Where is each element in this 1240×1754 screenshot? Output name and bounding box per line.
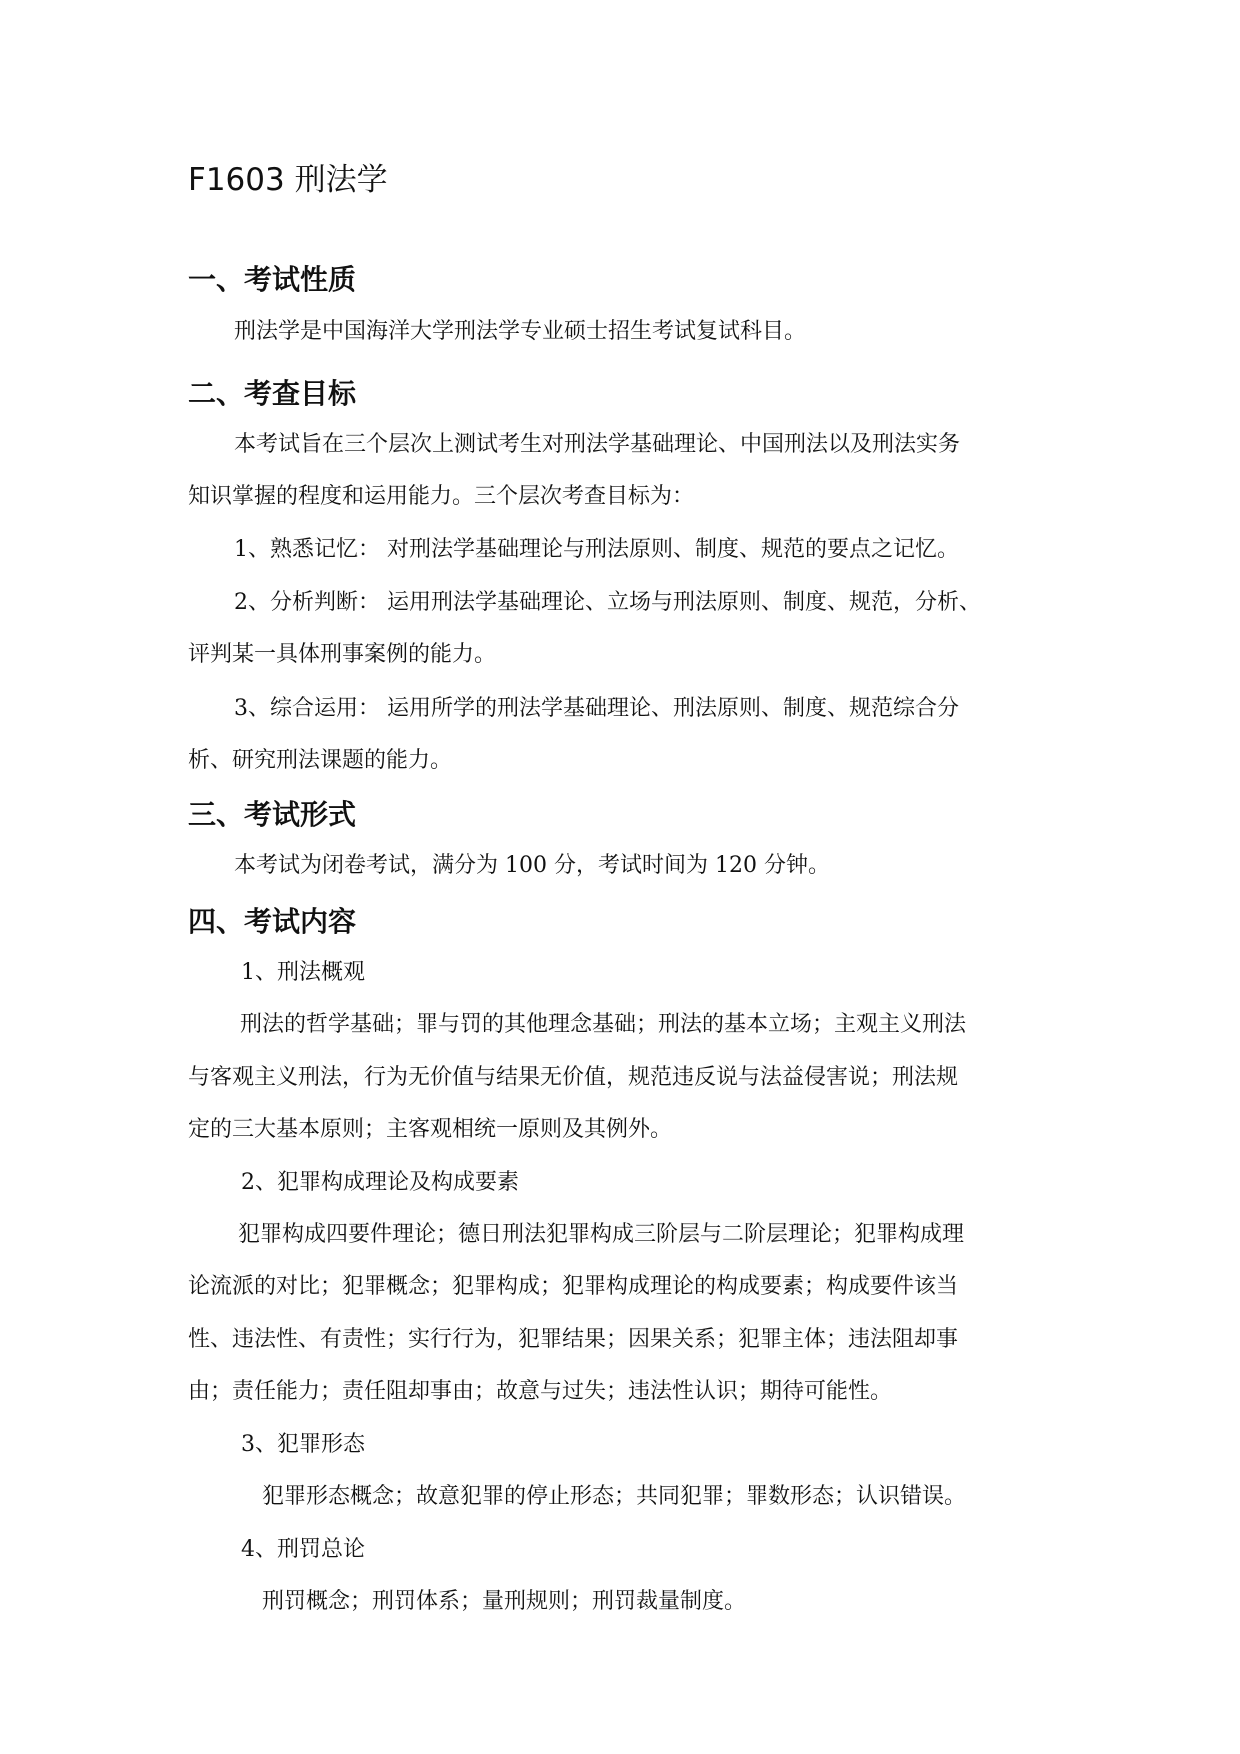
- objective-item-1: 1、熟悉记忆： 对刑法学基础理论与刑法原则、制度、规范的要点之记忆。: [234, 537, 959, 562]
- document-title: F1603 刑法学: [188, 162, 388, 198]
- content-4-line1: 刑罚概念；刑罚体系；量刑规则；刑罚裁量制度。: [262, 1589, 747, 1614]
- content-1-line1: 刑法的哲学基础；罪与罚的其他理念基础；刑法的基本立场；主观主义刑法: [240, 1012, 967, 1037]
- content-subtitle-1: 1、刑法概观: [241, 960, 365, 985]
- objective-item-2-line2: 评判某一具体刑事案例的能力。: [188, 642, 497, 667]
- content-3-line1: 犯罪形态概念；故意犯罪的停止形态；共同犯罪；罪数形态；认识错误。: [262, 1484, 967, 1509]
- paragraph-objectives-intro-line1: 本考试旨在三个层次上测试考生对刑法学基础理论、中国刑法以及刑法实务: [234, 432, 961, 457]
- content-1-line2: 与客观主义刑法，行为无价值与结果无价值，规范违反说与法益侵害说；刑法规: [188, 1065, 959, 1090]
- content-1-line3: 定的三大基本原则；主客观相统一原则及其例外。: [188, 1117, 673, 1142]
- content-subtitle-4: 4、刑罚总论: [241, 1537, 365, 1562]
- objective-item-3-line1: 3、综合运用： 运用所学的刑法学基础理论、刑法原则、制度、规范综合分: [234, 696, 959, 721]
- content-2-line2: 论流派的对比；犯罪概念；犯罪构成；犯罪构成理论的构成要素；构成要件该当: [188, 1274, 959, 1299]
- section-heading-exam-objectives: 二、考查目标: [188, 377, 357, 410]
- paragraph-objectives-intro-line2: 知识掌握的程度和运用能力。三个层次考查目标为：: [188, 484, 695, 509]
- content-2-line3: 性、违法性、有责性；实行行为，犯罪结果；因果关系；犯罪主体；违法阻却事: [188, 1327, 959, 1352]
- paragraph-exam-format: 本考试为闭卷考试，满分为 100 分，考试时间为 120 分钟。: [234, 853, 830, 878]
- paragraph-exam-nature: 刑法学是中国海洋大学刑法学专业硕士招生考试复试科目。: [234, 319, 807, 344]
- content-2-line1: 犯罪构成四要件理论；德日刑法犯罪构成三阶层与二阶层理论；犯罪构成理: [238, 1222, 965, 1247]
- content-subtitle-3: 3、犯罪形态: [241, 1432, 365, 1457]
- content-subtitle-2: 2、犯罪构成理论及构成要素: [241, 1170, 519, 1195]
- objective-item-2-line1: 2、分析判断： 运用刑法学基础理论、立场与刑法原则、制度、规范，分析、: [234, 590, 981, 615]
- section-heading-exam-content: 四、考试内容: [188, 905, 357, 938]
- objective-item-3-line2: 析、研究刑法课题的能力。: [188, 748, 453, 773]
- content-2-line4: 由；责任能力；责任阻却事由；故意与过失；违法性认识；期待可能性。: [188, 1379, 893, 1404]
- section-heading-exam-format: 三、考试形式: [188, 798, 357, 831]
- section-heading-exam-nature: 一、考试性质: [188, 263, 357, 296]
